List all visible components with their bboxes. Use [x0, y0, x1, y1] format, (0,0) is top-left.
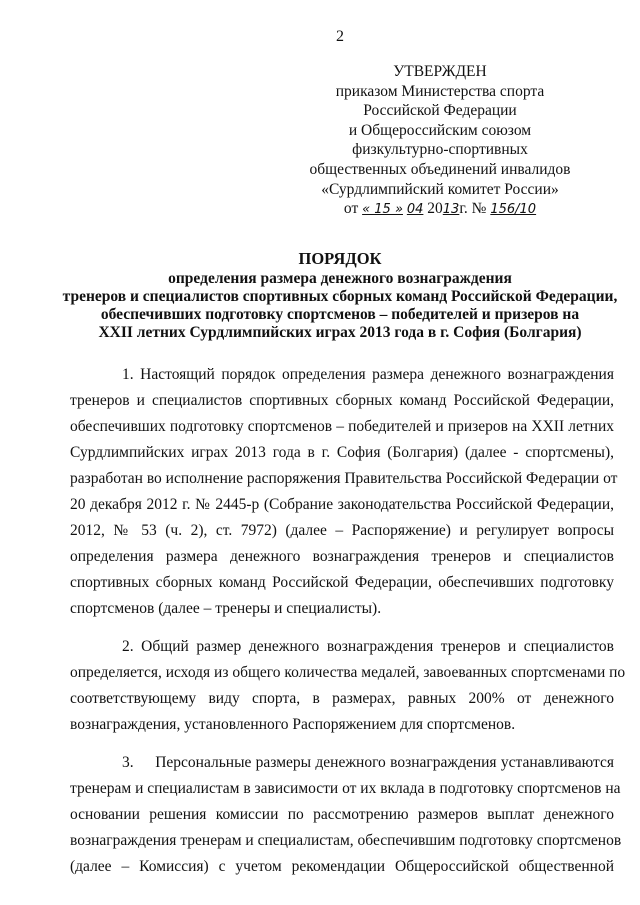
date-prefix: от	[343, 200, 359, 218]
approval-heading: УТВЕРЖДЕН	[393, 63, 487, 80]
date-day: « 15 »	[362, 202, 403, 218]
approval-line: Российской Федерации	[363, 102, 517, 120]
approval-line: общественных объединений инвалидов	[309, 160, 571, 178]
paragraph-line: определения размера денежного вознаграждения тренеров и специалистов	[70, 548, 614, 565]
paragraph-line: 20 декабря 2012 г. № 2445-р (Собрание законодательства Российской Федерации,	[70, 496, 614, 513]
paragraph-line: тренерам и специалистам в зависимости от их вклада в подготовку спортсменов на	[70, 780, 621, 797]
paragraph-line: спортсменов (далее – тренеры и специалисты).	[70, 600, 382, 617]
approval-line: приказом Министерства спорта	[335, 82, 545, 100]
approval-date-line	[290, 199, 590, 220]
paragraph-line: основании решения комиссии по рассмотрению размеров выплат денежного	[70, 806, 614, 823]
date-year-suffix: 13	[442, 202, 460, 218]
title-main: ПОРЯДОК	[298, 249, 382, 268]
paragraph-line: вознаграждения тренерам и специалистам, обеспечившим подготовку спортсменов	[70, 832, 622, 849]
paragraph-line: обеспечивших подготовку спортсменов – победителей и призеров на XXII летних	[70, 418, 614, 435]
paragraph-line: 2012, № 53 (ч. 2), ст. 7972) (далее – Распоряжение) и регулирует вопросы	[70, 522, 614, 539]
approval-line: и Общероссийским союзом	[348, 121, 532, 139]
date-month: 04	[406, 202, 424, 218]
title-line: тренеров и специалистов спортивных сборных команд Российской Федерации,	[62, 288, 618, 305]
page-number: 2	[336, 28, 344, 45]
number-prefix: №	[471, 200, 487, 218]
title-line: обеспечивших подготовку спортсменов – победителей и призеров на	[100, 306, 580, 323]
paragraph-line: Сурдлимпийских играх 2013 года в г. София (Болгария) (далее - спортсмены),	[70, 444, 614, 461]
paragraph-line: спортивных сборных команд Российской Федерации, обеспечивших подготовку	[70, 574, 614, 591]
document-body	[70, 362, 626, 880]
paragraph-line: разработан во исполнение распоряжения Правительства Российской Федерации от	[70, 470, 618, 487]
paragraph-line: определяется, исходя из общего количества медалей, завоеванных спортсменами по	[70, 664, 626, 681]
paragraph-line: 2. Общий размер денежного вознаграждения тренеров и специалистов	[122, 638, 614, 655]
paragraph-line: вознаграждения, установленного Распоряжением для спортсменов.	[70, 716, 516, 733]
date-year-prefix: 20	[427, 200, 443, 218]
document-title	[40, 250, 640, 342]
paragraph-line: 1. Настоящий порядок определения размера денежного вознаграждения	[122, 366, 614, 383]
paragraph-line: соответствующему виду спорта, в размерах, равных 200% от денежного	[70, 690, 614, 707]
title-line: определения размера денежного вознаграждения	[168, 270, 512, 287]
paragraph-2	[70, 634, 626, 738]
approval-line: физкультурно-спортивных	[352, 141, 528, 159]
date-year-end: г.	[459, 200, 468, 218]
order-number: 156/10	[490, 202, 537, 218]
paragraph-line: 3. Персональные размеры денежного вознаграждения устанавливаются	[122, 754, 614, 771]
approval-line: «Сурдлимпийский комитет России»	[321, 180, 559, 198]
paragraph-line: тренеров и специалистов спортивных сборных команд Российской Федерации,	[70, 392, 614, 409]
paragraph-1	[70, 362, 618, 622]
title-line: XXII летних Сурдлимпийских играх 2013 года в г. София (Болгария)	[98, 324, 582, 341]
paragraph-line: (далее – Комиссия) с учетом рекомендации Общероссийской общественной	[70, 858, 614, 875]
paragraph-3	[70, 750, 622, 880]
approval-stamp-block	[290, 62, 590, 220]
